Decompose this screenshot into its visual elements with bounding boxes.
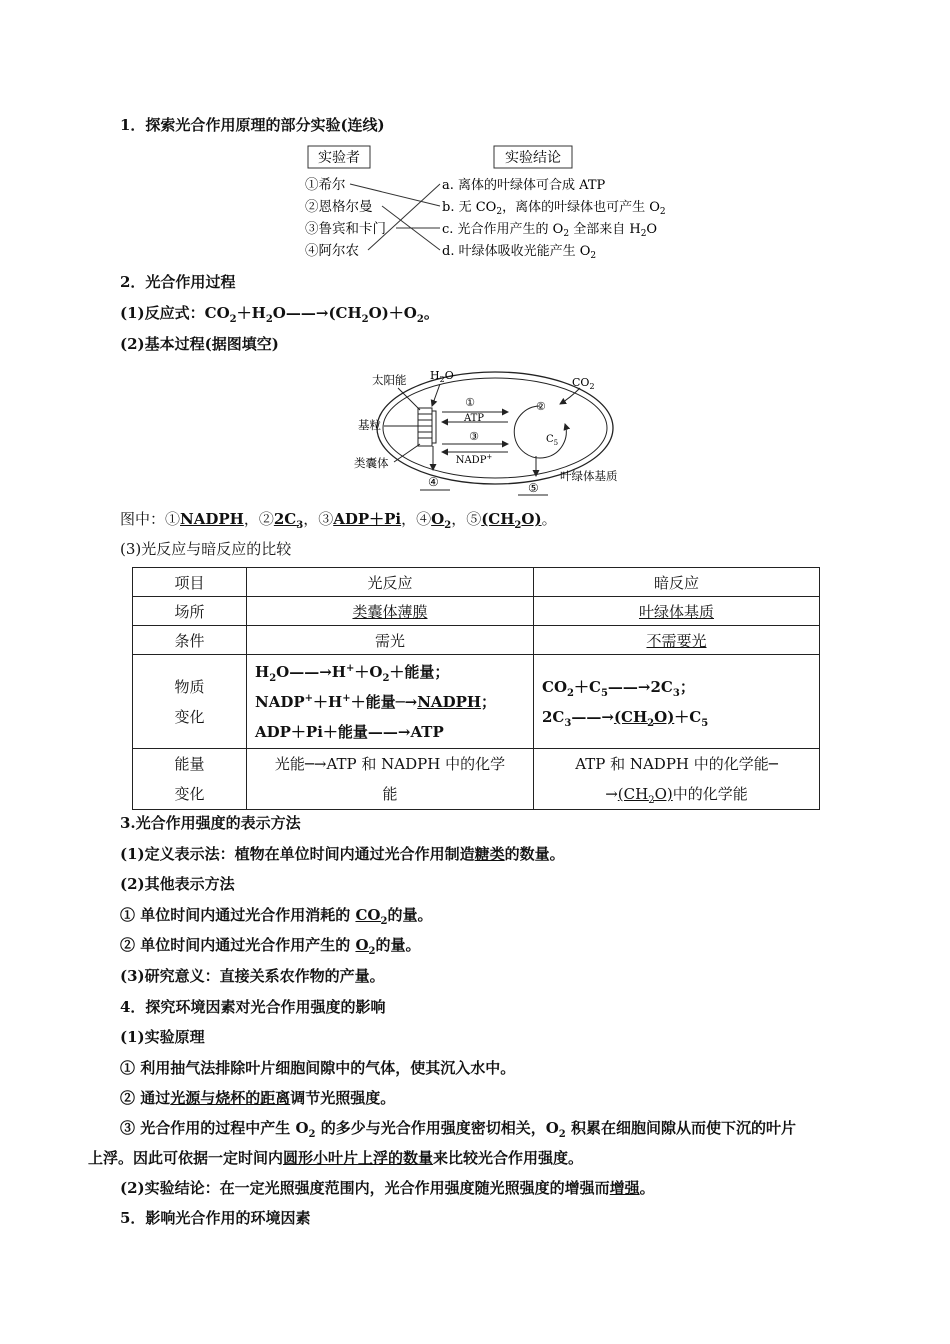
section-3-heading: 3.光合作用强度的表示方法 xyxy=(120,814,301,832)
header-dark: 暗反应 xyxy=(534,568,820,597)
chloroplast-inner-membrane xyxy=(383,378,607,478)
s3-co2: ① 单位时间内通过光合作用消耗的 $CO_2$的量。 xyxy=(120,906,433,927)
table-row xyxy=(133,597,820,626)
basic-process-title: (2)基本过程(据图填空) xyxy=(120,335,279,353)
label-h2o: $H_2O$ xyxy=(430,369,454,384)
label-4: ④ xyxy=(428,475,439,489)
material-dark: $CO_2+C_5——\to 2C_3$； $2C_3——\to(CH_2O)+C_5$ xyxy=(534,655,820,749)
conclusion-label: 实验结论 xyxy=(505,150,561,166)
place-light: 类囊体薄膜 xyxy=(247,597,534,626)
label-grana: 基粒 xyxy=(358,418,381,432)
row-material: 物质 变化 xyxy=(133,655,247,749)
s4-point-3: ③ 光合作用的过程中产生 $O_2$ 的多少与光合作用强度密切相关，$O_2$ 积累在细胞间隙从而使下沉的叶片 xyxy=(120,1119,796,1140)
reaction-equation: (1)反应式：$CO_2+H_2O——\to(CH_2O)+O_2$。 xyxy=(120,304,439,325)
label-c5: $C_5$ xyxy=(546,434,559,447)
material-light: $H_2O——\to H^++O_2+$能量； NADP+＋H+＋能量─→NADPH； ADP＋Pi＋能量——→ATP xyxy=(247,655,534,749)
place-dark: 叶绿体基质 xyxy=(534,597,820,626)
section-1-heading: 1．探索光合作用原理的部分实验(连线) xyxy=(120,116,385,134)
scientist-hill: ①希尔 xyxy=(305,177,346,193)
energy-dark: ATP 和 NADPH 中的化学能─ $\to(CH_2O)$中的化学能 xyxy=(534,749,820,810)
pointer-sun xyxy=(398,388,420,410)
s4-point-2: ② 通过光源与烧杯的距离调节光照强度。 xyxy=(120,1089,396,1107)
section-5-heading: 5．影响光合作用的环境因素 xyxy=(120,1209,311,1227)
s3-definition: (1)定义表示法：植物在单位时间内通过光合作用制造糖类的数量。 xyxy=(120,845,565,863)
s3-o2: ② 单位时间内通过光合作用产生的 $O_2$的量。 xyxy=(120,936,421,957)
s3-significance: (3)研究意义：直接关系农作物的产量。 xyxy=(120,967,385,985)
diagram-legend: 图中：①NADPH，$②2C_3$，③ADP＋Pi，$④O_2$，$⑤(CH_2O)$。 xyxy=(120,510,557,531)
row-place: 场所 xyxy=(133,597,247,626)
chloroplast-diagram xyxy=(350,364,650,498)
scientist-arnon: ④阿尔农 xyxy=(305,243,359,259)
table-row xyxy=(133,568,820,597)
label-co2: $CO_2$ xyxy=(572,376,595,391)
s3-other-methods: (2)其他表示方法 xyxy=(120,875,235,893)
matching-diagram xyxy=(300,142,700,267)
label-3: ③ xyxy=(469,430,479,443)
header-item: 项目 xyxy=(133,568,247,597)
experimenter-label: 实验者 xyxy=(318,150,360,166)
conclusion-b: b. 无 $CO_2$，离体的叶绿体也可产生 $O_2$ xyxy=(442,200,666,217)
conclusion-a: a. 离体的叶绿体可合成 ATP xyxy=(442,178,606,193)
label-5: ⑤ xyxy=(528,481,539,495)
comparison-title: (3)光反应与暗反应的比较 xyxy=(120,540,292,558)
label-1: ① xyxy=(465,396,475,409)
calvin-cycle xyxy=(514,406,566,458)
cond-dark: 不需要光 xyxy=(534,626,820,655)
label-stroma: 叶绿体基质 xyxy=(560,469,618,483)
cond-light: 需光 xyxy=(247,626,534,655)
table-row xyxy=(133,626,820,655)
label-2: ② xyxy=(536,400,546,413)
link-arnon-a xyxy=(368,184,440,250)
scientist-ruben-kamen: ③鲁宾和卡门 xyxy=(305,221,386,237)
table-row xyxy=(133,655,820,749)
scientist-engelmann: ②恩格尔曼 xyxy=(305,199,373,215)
section-4-heading: 4．探究环境因素对光合作用强度的影响 xyxy=(120,998,386,1016)
comparison-table xyxy=(132,567,820,810)
header-light: 光反应 xyxy=(247,568,534,597)
label-atp: ATP xyxy=(463,413,485,424)
conclusion-d: d. 叶绿体吸收光能产生 $O_2$ xyxy=(442,244,597,261)
label-solar-energy: 太阳能 xyxy=(372,373,407,387)
table-row xyxy=(133,749,820,810)
label-nadp: NADP+ xyxy=(455,453,493,466)
row-energy: 能量 变化 xyxy=(133,749,247,810)
s4-point-1: ① 利用抽气法排除叶片细胞间隙中的气体，使其沉入水中。 xyxy=(120,1059,516,1077)
row-condition: 条件 xyxy=(133,626,247,655)
energy-light: 光能─→ATP 和 NADPH 中的化学 能 xyxy=(247,749,534,810)
label-thylakoid: 类囊体 xyxy=(354,456,389,470)
conclusion-c: c. 光合作用产生的 $O_2$ 全部来自 $H_2O$ xyxy=(442,222,658,239)
s4-conclusion: (2)实验结论：在一定光照强度范围内，光合作用强度随光照强度的增强而增强。 xyxy=(120,1179,655,1197)
s4-point-3-cont: 上浮。因此可依据一定时间内圆形小叶片上浮的数量来比较光合作用强度。 xyxy=(88,1149,584,1167)
section-2-heading: 2．光合作用过程 xyxy=(120,273,236,291)
grana-stack xyxy=(418,408,436,446)
s4-principle: (1)实验原理 xyxy=(120,1028,205,1046)
